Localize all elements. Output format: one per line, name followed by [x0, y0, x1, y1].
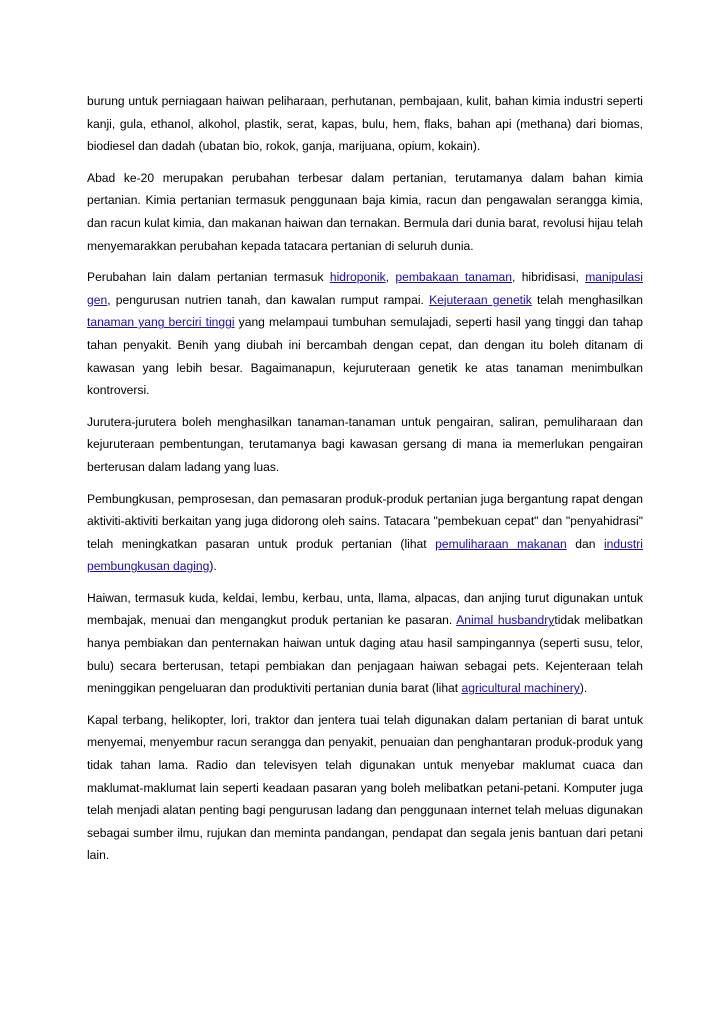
paragraph-text: , hibridisasi,	[512, 270, 586, 285]
link-animal-husbandry[interactable]: Animal husbandry	[456, 613, 555, 628]
link-manipulasi-gen[interactable]: manipulasi gen	[87, 270, 643, 307]
link-tanaman-berciri-tinggi[interactable]: tanaman yang berciri tinggi	[87, 315, 235, 330]
document-page	[87, 90, 643, 876]
paragraph-text: Haiwan, termasuk kuda, keldai, lembu, kerbau, unta, llama, alpacas, dan anjing turut digunakan untuk membajak, menuai dan mengangkut produk pertanian ke pasaran.	[87, 590, 643, 628]
paragraph-1	[87, 90, 643, 158]
paragraph-text: ).	[209, 559, 217, 574]
paragraph-text: Abad ke-20 merupakan perubahan terbesar dalam pertanian, terutamanya dalam bahan kimia pertanian. Kimia pertanian termasuk penggunaan baja kimia, racun dan pengawalan serangga kimia, dan racun kulat kimia, dan makanan haiwan dan ternakan. Bermula dari dunia barat, revolusi hijau telah menyemarakkan perubahan kepada tatacara pertanian di seluruh dunia.	[87, 170, 643, 253]
link-kejuteraan-genetik[interactable]: Kejuteraan genetik	[429, 292, 532, 307]
paragraph-4	[87, 411, 643, 479]
link-pembakaan-tanaman[interactable]: pembakaan tanaman	[395, 270, 512, 285]
paragraph-text: , pengurusan nutrien tanah, dan kawalan rumput rampai.	[107, 292, 430, 307]
paragraph-text: telah menghasilkan	[531, 292, 643, 307]
paragraph-2	[87, 167, 643, 257]
paragraph-text: Jurutera-jurutera boleh menghasilkan tanaman-tanaman untuk pengairan, saliran, pemuliharaan dan kejuruteraan pembentungan, terutamanya bagi kawasan gersang di mana ia memerlukan pengairan berterusan dalam ladang yang luas.	[87, 414, 643, 474]
paragraph-text: Perubahan lain dalam pertanian termasuk	[87, 270, 330, 285]
paragraph-text: ).	[579, 681, 588, 696]
paragraph-5	[87, 488, 643, 578]
paragraph-text: tidak melibatkan hanya pembiakan dan penternakan haiwan untuk daging atau hasil sampingannya (seperti susu, telor, bulu) secara berterusan, tetapi pembiakan dan penjagaan haiwan sebagai pets. Kejenteraan telah meninggikan pengeluaran dan produktiviti pertanian dunia barat (lihat	[87, 613, 643, 696]
paragraph-7	[87, 709, 643, 867]
paragraph-text: yang melampaui tumbuhan semulajadi, seperti hasil yang tinggi dan tahap tahan penyakit. Benih yang diubah ini bercambah dengan cepat, dan dengan itu boleh ditanam di kawasan yang lebih besar. Bagaimanapun, kejuruteraan genetik ke atas tanaman menimbulkan kontroversi.	[87, 315, 643, 398]
paragraph-text: burung untuk perniagaan haiwan peliharaan, perhutanan, pembajaan, kulit, bahan kimia industri seperti kanji, gula, ethanol, alkohol, plastik, serat, kapas, bulu, hem, flaks, bahan api (methana) dari biomas, biodiesel dan dadah (ubatan bio, rokok, ganja, marijuana, opium, kokain).	[87, 94, 643, 154]
link-industri-pembungkusan-daging[interactable]: industri pembungkusan daging	[87, 536, 643, 574]
paragraph-text: Pembungkusan, pemprosesan, dan pemasaran produk-produk pertanian juga bergantung rapat dengan aktiviti-aktiviti berkaitan yang juga didorong oleh sains. Tatacara "pembekuan cepat" dan "penyahidrasi" telah meningkatkan pasaran untuk produk pertanian (lihat	[87, 491, 643, 551]
paragraph-text: Kapal terbang, helikopter, lori, traktor dan jentera tuai telah digunakan dalam pertanian di barat untuk menyemai, menyembur racun serangga dan penyakit, penuaian dan penghantaran produk-produk yang tidak tahan lama. Radio dan televisyen telah digunakan untuk menyebar maklumat cuaca dan maklumat-maklumat lain seperti keadaan pasaran yang boleh melibatkan petani-petani. Komputer juga telah menjadi alatan penting bagi pengurusan ladang dan penggunaan internet telah meluas digunakan sebagai sumber ilmu, rujukan dan meminta pandangan, pendapat dan segala jenis bantuan dari petani lain.	[87, 712, 643, 863]
paragraph-3	[87, 266, 643, 402]
paragraph-text: dan	[566, 536, 604, 551]
link-agricultural-machinery[interactable]: agricultural machinery	[461, 681, 580, 696]
paragraph-6	[87, 587, 643, 700]
paragraph-text: ,	[385, 270, 396, 285]
link-pemuliharaan-makanan[interactable]: pemuliharaan makanan	[435, 536, 567, 551]
link-hidroponik[interactable]: hidroponik	[329, 270, 386, 285]
